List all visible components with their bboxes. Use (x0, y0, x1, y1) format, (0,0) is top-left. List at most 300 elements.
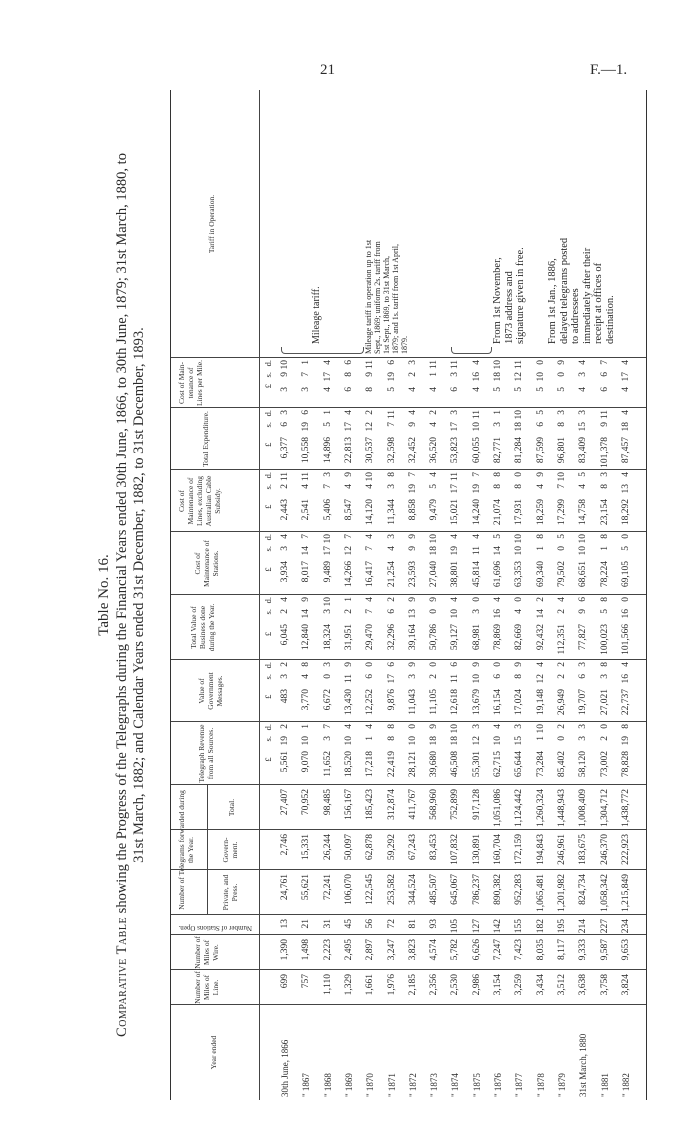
cell-govt: 59,292 (386, 834, 397, 861)
cell-wire: 7,247 (493, 939, 503, 961)
tariff-mileage: Mileage tariff. (310, 286, 322, 344)
cell-stations: 195 (556, 919, 567, 934)
cell-business-pounds: 6,045 (280, 624, 290, 646)
cell-revenue-pence: 0 (599, 724, 610, 729)
cell-cost_mile-pence: 7 (599, 360, 610, 365)
cell-business-pence: 0 (620, 597, 631, 602)
cell-revenue-shillings: 12 (471, 736, 482, 746)
page-reference: F.—1. (590, 62, 628, 78)
cell-total: 312,874 (386, 789, 397, 820)
unit-pence: d. (263, 472, 273, 479)
cell-stations: 72 (386, 919, 397, 929)
cell-govt_value-pence: 0 (429, 662, 440, 667)
cell-business-shillings: 10 (450, 609, 461, 619)
tariff-note-1870: Mileage tariff in operation up to 1st Sept., 1869; uniform 2s. tariff from 1st Sept., 1869, to 31st March, 1879; and 1s. tariff from 1st April, 1879. (364, 239, 410, 354)
header-total-expenditure: Total Expenditure. (201, 411, 210, 467)
cell-revenue-pounds: 17,218 (365, 751, 376, 778)
cell-stations: 81 (407, 919, 418, 929)
cell-revenue-pounds: 65,644 (514, 751, 525, 778)
cell-cost_mile-pounds: 8 (365, 387, 376, 392)
cell-maint_lines-pence: 11 (450, 472, 461, 482)
cell-expenditure-pence: 11 (386, 410, 397, 420)
cell-line: 2,356 (429, 974, 440, 996)
cell-cost_mile-pounds: 3 (301, 387, 312, 392)
cell-expenditure-pence: 4 (407, 410, 418, 415)
header-telegrams-group: Number of Telegrams forwarded during the Year. (177, 790, 195, 910)
cell-govt_value-pounds: 16,154 (493, 689, 503, 716)
cell-expenditure-pence: 2 (365, 410, 376, 415)
cell-business-shillings: 7 (365, 609, 376, 614)
cell-govt_value-pence: 2 (556, 662, 567, 667)
cell-maint_stations-shillings: 1 (599, 546, 610, 551)
cell-maint_lines-shillings: 4 (301, 484, 312, 489)
cell-cost_mile-pence: 10 (493, 360, 503, 370)
cell-maint_stations-pounds: 69,340 (535, 561, 546, 588)
cell-business-shillings: 2 (556, 609, 567, 614)
cell-year: " 1871 (386, 1073, 397, 1097)
cell-maint_stations-pounds: 14,266 (343, 561, 354, 588)
unit-pence: d. (263, 360, 273, 367)
cell-cost_mile-pence: 6 (386, 360, 397, 365)
cell-wire: 5,782 (450, 939, 461, 961)
column-rule (171, 659, 646, 660)
cell-govt_value-pounds: 9,876 (386, 689, 397, 711)
cell-govt_value-pence: 9 (407, 662, 418, 667)
cell-business-pounds: 18,324 (322, 624, 333, 651)
cell-revenue-pence: 9 (429, 724, 440, 729)
column-rule (171, 934, 646, 935)
cell-govt_value-pence: 6 (450, 662, 461, 667)
cell-expenditure-pence: 5 (535, 410, 546, 415)
cell-cost_mile-shillings: 2 (407, 372, 418, 377)
cell-govt: 130,891 (471, 834, 482, 865)
cell-business-pounds: 31,951 (343, 624, 354, 651)
cell-govt_value-shillings: 6 (578, 674, 589, 679)
cell-revenue-shillings: 3 (578, 736, 589, 741)
cell-stations: 182 (535, 919, 546, 934)
cell-cost_mile-pence: 1 (301, 360, 312, 365)
cell-line: 1,110 (322, 974, 333, 996)
cell-private: 952,283 (514, 874, 525, 905)
cell-expenditure-shillings: 4 (429, 422, 440, 427)
cell-revenue-pence: 2 (556, 724, 567, 729)
cell-revenue-pounds: 28,121 (407, 751, 418, 778)
cell-stations: 227 (599, 919, 610, 934)
cell-private: 1,058,342 (599, 874, 610, 912)
cell-revenue-shillings: 10 (343, 736, 354, 746)
cell-revenue-shillings: 18 (429, 736, 440, 746)
header-total: Total. (227, 798, 236, 817)
cell-cost_mile-pounds: 5 (556, 387, 567, 392)
cell-cost_mile-pounds: 4 (620, 387, 631, 392)
cell-private: 55,621 (301, 874, 312, 901)
cell-govt_value-shillings: 0 (322, 674, 333, 679)
unit-pounds: £ (263, 757, 273, 762)
cell-year: " 1867 (301, 1073, 312, 1097)
cell-revenue-pence: 0 (407, 724, 418, 729)
cell-cost_mile-pence: 11 (365, 360, 376, 370)
cell-maint_stations-pence: 4 (450, 534, 461, 539)
cell-maint_lines-pence: 11 (301, 472, 312, 482)
cell-cost_mile-shillings: 17 (620, 372, 631, 382)
unit-shillings: s. (263, 736, 273, 742)
cell-business-pounds: 112,351 (556, 624, 567, 655)
cell-govt_value-pence: 0 (493, 662, 503, 667)
cell-cost_mile-pounds: 6 (599, 387, 610, 392)
tariff-brace-1 (281, 347, 364, 354)
cell-maint_lines-pounds: 23,154 (599, 499, 610, 526)
cell-expenditure-shillings: 10 (471, 422, 482, 432)
cell-maint_stations-pence: 8 (535, 534, 546, 539)
cell-govt_value-shillings: 11 (450, 674, 461, 684)
cell-cost_mile-pounds: 5 (535, 387, 546, 392)
cell-maint_lines-pence: 5 (578, 472, 589, 477)
cell-govt_value-pounds: 19,707 (578, 689, 589, 716)
cell-revenue-pence: 10 (535, 724, 546, 734)
cell-expenditure-pence: 3 (556, 410, 567, 415)
cell-revenue-pounds: 58,120 (578, 751, 589, 778)
cell-maint_stations-shillings: 12 (343, 546, 354, 556)
cell-maint_stations-pence: 4 (365, 534, 376, 539)
cell-maint_stations-shillings: 14 (301, 546, 312, 556)
cell-total: 98,485 (322, 789, 333, 816)
cell-cost_mile-shillings: 17 (322, 372, 333, 382)
cell-govt: 62,878 (365, 834, 376, 861)
cell-maint_lines-pounds: 2,443 (280, 499, 290, 521)
cell-cost_mile-pence: 3 (407, 360, 418, 365)
cell-total: 1,304,712 (599, 789, 610, 827)
cell-expenditure-pounds: 83,409 (578, 437, 589, 464)
cell-govt_value-pounds: 483 (280, 689, 290, 704)
cell-cost_mile-shillings: 18 (493, 372, 503, 382)
caption-line-1 (114, 90, 131, 1100)
cell-govt_value-pounds: 11,105 (429, 689, 440, 715)
cell-business-pounds: 12,840 (301, 624, 312, 651)
cell-expenditure-shillings: 18 (514, 422, 525, 432)
cell-govt_value-pence: 9 (471, 662, 482, 667)
cell-wire: 8,117 (556, 939, 567, 961)
cell-maint_lines-shillings: 3 (386, 484, 397, 489)
cell-cost_mile-shillings: 10 (535, 372, 546, 382)
cell-private: 1,201,982 (556, 874, 567, 912)
cell-maint_lines-shillings: 17 (450, 484, 461, 494)
unit-pence: d. (263, 410, 273, 417)
cell-cost_mile-pence: 11 (429, 360, 440, 370)
unit-pounds: £ (263, 694, 273, 699)
cell-maint_lines-pounds: 8,547 (343, 499, 354, 521)
cell-cost_mile-pence: 4 (322, 360, 333, 365)
cell-cost_mile-pounds: 6 (343, 387, 354, 392)
cell-expenditure-shillings: 15 (578, 422, 589, 432)
cell-revenue-pounds: 55,301 (471, 751, 482, 778)
tariff-note-1876: From 1st November, 1873 address and signature given in free. (492, 247, 526, 344)
cell-cost_mile-pence: 6 (343, 360, 354, 365)
cell-expenditure-shillings: 6 (280, 422, 290, 427)
cell-business-pence: 4 (493, 597, 503, 602)
cell-maint_stations-shillings: 17 (322, 546, 333, 556)
cell-business-shillings: 0 (429, 609, 440, 614)
cell-line: 1,329 (343, 974, 354, 996)
cell-expenditure-pence: 4 (343, 410, 354, 415)
cell-cost_mile-pence: 11 (514, 360, 525, 370)
cell-business-pounds: 92,432 (535, 624, 546, 651)
header-maintenance-stations: Cost of Maintenance of Stations. (193, 540, 220, 587)
cell-business-shillings: 13 (407, 609, 418, 619)
cell-cost_mile-pence: 4 (578, 360, 589, 365)
cell-expenditure-pence: 10 (514, 410, 525, 420)
cell-maint_stations-pounds: 69,105 (620, 561, 631, 588)
header-government-value: Value of Government Messages. (197, 672, 224, 710)
header-miles-of-line: Number of Miles of Line. (193, 971, 220, 1004)
cell-wire: 2,223 (322, 939, 333, 961)
cell-expenditure-pounds: 32,452 (407, 437, 418, 464)
cell-expenditure-pounds: 14,896 (322, 437, 333, 464)
column-rule (171, 594, 646, 595)
cell-revenue-pence: 10 (450, 724, 461, 734)
cell-govt_value-shillings: 16 (620, 674, 631, 684)
cell-total: 185,423 (365, 789, 376, 820)
cell-govt_value-pence: 4 (535, 662, 546, 667)
cell-govt_value-shillings: 3 (280, 674, 290, 679)
header-year: Year ended (209, 1035, 218, 1070)
cell-cost_mile-pounds: 5 (514, 387, 525, 392)
cell-stations: 142 (493, 919, 503, 934)
cell-business-shillings: 4 (514, 609, 525, 614)
cell-expenditure-shillings: 17 (450, 422, 461, 432)
cell-maint_lines-pence: 4 (429, 472, 440, 477)
cell-expenditure-pounds: 101,378 (599, 437, 610, 468)
header-government: Govern-ment. (221, 837, 239, 863)
unit-shillings: s. (263, 609, 273, 615)
cell-total: 411,767 (407, 789, 418, 820)
cell-business-pence: 4 (450, 597, 461, 602)
cell-total: 1,438,772 (620, 789, 631, 827)
column-rule (171, 869, 646, 870)
cell-total: 752,899 (450, 789, 461, 820)
cell-total: 1,260,324 (535, 789, 546, 827)
cell-business-shillings: 14 (535, 609, 546, 619)
cell-business-pence: 8 (599, 597, 610, 602)
cell-maint_stations-pence: 10 (429, 534, 440, 544)
cell-year: " 1879 (556, 1073, 567, 1097)
cell-maint_stations-shillings: 14 (493, 546, 503, 556)
cell-total: 27,407 (280, 789, 290, 816)
cell-maint_lines-pence: 11 (280, 472, 290, 482)
header-maintenance-lines: Cost of Maintenance of Lines, excluding Australian Cable Subsidy. (177, 475, 222, 527)
cell-business-pounds: 68,981 (471, 624, 482, 651)
cell-maint_stations-pounds: 38,801 (450, 561, 461, 588)
cell-cost_mile-pence: 9 (556, 360, 567, 365)
unit-pence: d. (263, 662, 273, 669)
cell-revenue-pounds: 11,652 (322, 751, 333, 777)
cell-stations: 155 (514, 919, 525, 934)
cell-line: 757 (301, 974, 312, 989)
cell-cost_mile-shillings: 9 (280, 372, 290, 377)
cell-revenue-shillings: 1 (365, 736, 376, 741)
cell-business-shillings: 2 (343, 609, 354, 614)
cell-private: 72,241 (322, 874, 333, 901)
cell-business-pence: 1 (343, 597, 354, 602)
cell-govt: 83,453 (429, 834, 440, 861)
cell-expenditure-pence: 3 (450, 410, 461, 415)
cell-expenditure-shillings: 9 (599, 422, 610, 427)
cell-cost_mile-shillings: 7 (301, 372, 312, 377)
cell-cost_mile-pounds: 6 (450, 387, 461, 392)
cell-expenditure-pounds: 10,558 (301, 437, 312, 464)
cell-line: 699 (280, 974, 290, 989)
unit-pence: d. (263, 724, 273, 731)
cell-govt_value-pounds: 13,430 (343, 689, 354, 716)
cell-maint_lines-pence: 9 (343, 472, 354, 477)
cell-cost_mile-pounds: 4 (407, 387, 418, 392)
cell-expenditure-pence: 4 (620, 410, 631, 415)
cell-revenue-pounds: 62,715 (493, 751, 503, 778)
cell-expenditure-pounds: 87,457 (620, 437, 631, 464)
cell-cost_mile-pounds: 4 (578, 387, 589, 392)
cell-govt_value-pounds: 27,021 (599, 689, 610, 716)
cell-year: " 1870 (365, 1073, 376, 1097)
cell-maint_stations-shillings: 10 (514, 546, 525, 556)
cell-govt_value-pence: 0 (365, 662, 376, 667)
cell-line: 3,758 (599, 974, 610, 996)
cell-wire: 9,587 (599, 939, 610, 961)
cell-govt_value-pounds: 13,679 (471, 689, 482, 716)
cell-maint_lines-shillings: 4 (535, 484, 546, 489)
cell-business-pounds: 59,127 (450, 624, 461, 651)
cell-total: 568,960 (429, 789, 440, 820)
column-rule (171, 969, 646, 970)
progress-table (170, 90, 647, 1100)
cell-maint_lines-shillings: 7 (556, 484, 567, 489)
cell-maint_stations-shillings: 9 (407, 546, 418, 551)
cell-revenue-shillings: 3 (322, 736, 333, 741)
cell-maint_lines-pence: 9 (535, 472, 546, 477)
cell-maint_lines-pounds: 15,021 (450, 499, 461, 526)
cell-line: 3,259 (514, 974, 525, 996)
cell-expenditure-pence: 11 (471, 410, 482, 420)
cell-maint_stations-pounds: 68,651 (578, 561, 589, 588)
cell-maint_lines-shillings: 19 (407, 484, 418, 494)
cell-maint_lines-pounds: 8,858 (407, 499, 418, 521)
cell-govt: 194,843 (535, 834, 546, 865)
cell-revenue-pounds: 5,561 (280, 751, 290, 773)
cell-maint_stations-pence: 7 (343, 534, 354, 539)
cell-revenue-shillings: 10 (301, 736, 312, 746)
cell-stations: 214 (578, 919, 589, 934)
cell-expenditure-pence: 1 (322, 410, 333, 415)
cell-maint_stations-pence: 10 (514, 534, 525, 544)
cell-cost_mile-pence: 4 (471, 360, 482, 365)
cell-business-shillings: 3 (471, 609, 482, 614)
cell-govt: 107,832 (450, 834, 461, 865)
cell-total: 1,124,442 (514, 789, 525, 827)
rotated-page-content (96, 90, 661, 1100)
cell-wire: 1,498 (301, 939, 312, 961)
unit-pounds: £ (263, 567, 273, 572)
cell-line: 3,638 (578, 974, 589, 996)
cell-govt_value-shillings: 11 (343, 674, 354, 684)
cell-stations: 105 (450, 919, 461, 934)
column-rule (171, 531, 646, 532)
column-rule (171, 407, 646, 408)
cell-year: " 1878 (535, 1073, 546, 1097)
unit-shillings: s. (263, 372, 273, 378)
cell-business-pence: 0 (514, 597, 525, 602)
cell-expenditure-shillings: 9 (407, 422, 418, 427)
tariff-note-1880: From 1st Jan., 1886, delayed telegrams posted to addressees immediately after their receipt at offices of destination. (547, 237, 616, 344)
caption-line-2: 31st March, 1882; and Calendar Years ended 31st December, 1882, to 31st December, 1893. (131, 327, 147, 863)
cell-revenue-shillings: 18 (450, 736, 461, 746)
cell-govt_value-pence: 3 (578, 662, 589, 667)
cell-cost_mile-shillings: 3 (450, 372, 461, 377)
cell-wire: 9,653 (620, 939, 631, 961)
cell-revenue-pence: 8 (620, 724, 631, 729)
cell-expenditure-shillings: 6 (535, 422, 546, 427)
cell-govt_value-pence: 9 (514, 662, 525, 667)
table-caption (114, 90, 148, 1100)
cell-maint_stations-pence: 10 (322, 534, 333, 544)
cell-expenditure-pence: 11 (599, 410, 610, 420)
cell-business-shillings: 16 (620, 609, 631, 619)
unit-shillings: s. (263, 484, 273, 490)
cell-govt_value-pounds: 11,043 (407, 689, 418, 715)
cell-wire: 7,423 (514, 939, 525, 961)
cell-cost_mile-shillings: 8 (343, 372, 354, 377)
cell-year: " 1876 (493, 1073, 503, 1097)
cell-revenue-shillings: 19 (280, 736, 290, 746)
cell-cost_mile-shillings: 1 (429, 372, 440, 377)
group-rule (207, 785, 208, 915)
header-rule (259, 90, 260, 1100)
cell-expenditure-pounds: 30,537 (365, 437, 376, 464)
unit-shillings: s. (263, 422, 273, 428)
cell-revenue-pence: 1 (301, 724, 312, 729)
cell-revenue-pounds: 73,284 (535, 751, 546, 778)
cell-revenue-pence: 2 (280, 724, 290, 729)
cell-line: 2,185 (407, 974, 418, 996)
cell-total: 1,008,409 (578, 789, 589, 827)
column-rule (171, 914, 646, 915)
cell-business-shillings: 2 (280, 609, 290, 614)
cell-cost_mile-pounds: 4 (322, 387, 333, 392)
cell-maint_stations-shillings: 5 (620, 546, 631, 551)
cell-wire: 3,247 (386, 939, 397, 961)
cell-expenditure-pounds: 36,520 (429, 437, 440, 464)
cell-cost_mile-shillings: 19 (386, 372, 397, 382)
cell-private: 890,382 (493, 874, 503, 905)
cell-revenue-shillings: 15 (514, 736, 525, 746)
cell-expenditure-shillings: 7 (386, 422, 397, 427)
cell-private: 106,070 (343, 874, 354, 905)
cell-business-pounds: 77,827 (578, 624, 589, 651)
cell-business-pence: 9 (429, 597, 440, 602)
cell-maint_stations-pounds: 3,934 (280, 561, 290, 583)
cell-revenue-shillings: 2 (599, 736, 610, 741)
cell-maint_stations-pence: 5 (556, 534, 567, 539)
cell-revenue-pence: 4 (365, 724, 376, 729)
cell-govt: 222,923 (620, 834, 631, 865)
cell-line: 3,154 (493, 974, 503, 996)
cell-expenditure-shillings: 5 (322, 422, 333, 427)
cell-expenditure-pounds: 22,813 (343, 437, 354, 464)
cell-cost_mile-shillings: 3 (578, 372, 589, 377)
cell-stations: 127 (471, 919, 482, 934)
cell-wire: 3,823 (407, 939, 418, 961)
cell-cost_mile-pence: 10 (280, 360, 290, 370)
cell-maint_lines-pounds: 9,479 (429, 499, 440, 521)
cell-maint_stations-pence: 9 (407, 534, 418, 539)
cell-line: 1,976 (386, 974, 397, 996)
